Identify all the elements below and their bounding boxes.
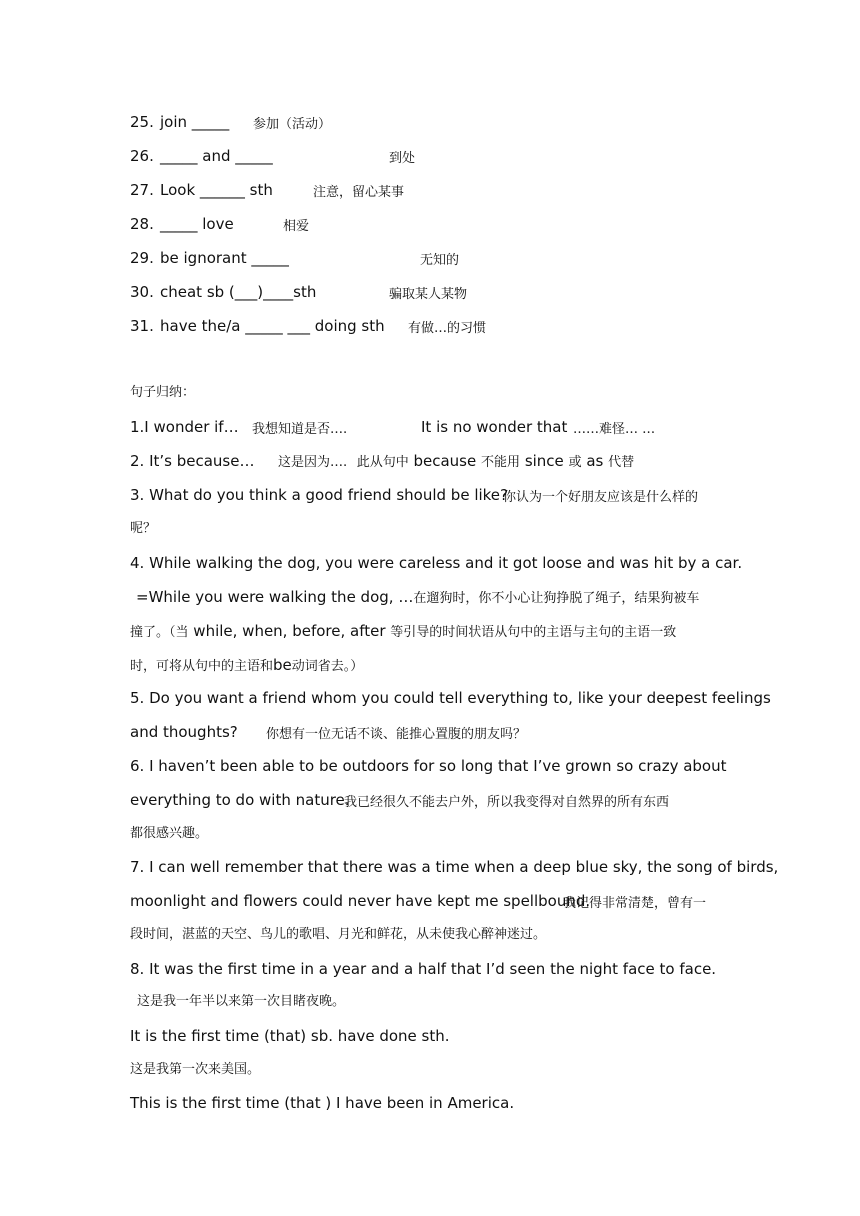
sentence-chinese: 都很感兴趣。 xyxy=(130,826,209,841)
phrase-chinese: 注意，留心某事 xyxy=(313,185,405,200)
note-text: 这是因为…. xyxy=(278,455,348,470)
sentence-5: 5. Do you want a friend whom you could tell everything to, like your deepest feelings xyxy=(130,689,771,707)
sentence-2-note xyxy=(278,451,634,473)
phrase-chinese: 无知的 xyxy=(420,253,460,268)
phrase-chinese: 有做…的习惯 xyxy=(408,321,487,336)
sentence-english: and thoughts? xyxy=(130,723,238,741)
note-text: 代替 xyxy=(608,455,635,470)
phrase-chinese: 参加（活动） xyxy=(253,117,332,132)
sentence-4-note xyxy=(130,621,676,643)
note-text: 不能用 xyxy=(481,455,521,470)
sentence-5-cont xyxy=(130,722,238,742)
phrase-item xyxy=(130,316,385,336)
note-keyword: while, when, before, after xyxy=(193,622,386,640)
sentence-4: 4. While walking the dog, you were careless and it got loose and was hit by a car. xyxy=(130,554,743,572)
sentence-7: 7. I can well remember that there was a time when a deep blue sky, the song of birds, xyxy=(130,858,779,876)
sentence-english: 2. It’s because… xyxy=(130,452,255,470)
note-keyword: be xyxy=(273,656,292,674)
sentence-english: =While you were walking the dog, … xyxy=(136,588,414,606)
sentence-english: everything to do with nature. xyxy=(130,791,350,809)
phrase-item xyxy=(130,146,273,166)
note-text: 等引导的时间状语从句中的主语与主句的主语一致 xyxy=(390,625,677,640)
phrase-item xyxy=(130,282,316,302)
phrase-english: cheat sb (___)____sth xyxy=(160,283,317,301)
phrase-chinese: 骗取某人某物 xyxy=(389,287,468,302)
note-keyword: since xyxy=(524,452,564,470)
phrase-chinese: 相爱 xyxy=(283,219,310,234)
sentence-chinese: 我已经很久不能去户外，所以我变得对自然界的所有东西 xyxy=(344,795,670,810)
sentence-8: 8. It was the first time in a year and a half that I’d seen the night face to face. xyxy=(130,960,717,978)
sentence-6: 6. I haven’t been able to be outdoors for so long that I’ve grown so crazy about xyxy=(130,757,727,775)
note-text: 时，可将从句中的主语和 xyxy=(130,659,274,674)
note-text: 动词省去。） xyxy=(291,659,364,674)
phrase-chinese: 到处 xyxy=(389,151,416,166)
sentence-chinese: 段时间，湛蓝的天空、鸟儿的歌唱、月光和鲜花，从未使我心醉神迷过。 xyxy=(130,927,547,942)
note-keyword: as xyxy=(586,452,604,470)
sentence-english: 1.I wonder if… xyxy=(130,418,239,436)
phrase-english: join _____ xyxy=(160,113,230,131)
note-text: 或 xyxy=(568,455,582,470)
phrase-english: be ignorant _____ xyxy=(160,249,289,267)
phrase-number: 30. xyxy=(130,283,154,301)
phrase-english: _____ and _____ xyxy=(160,147,273,165)
sentence-chinese: 这是我一年半以来第一次目睹夜晚。 xyxy=(137,994,346,1009)
sentence-chinese: 我记得非常清楚，曾有一 xyxy=(563,896,707,911)
sentence-pattern: It is the first time (that) sb. have done sth. xyxy=(130,1027,450,1045)
section-title: 句子归纳： xyxy=(130,385,196,400)
sentence-english: It is no wonder that xyxy=(421,418,568,436)
note-keyword: because xyxy=(413,452,477,470)
phrase-item xyxy=(130,214,234,234)
sentence-chinese: 我想知道是否…. xyxy=(252,422,348,437)
phrase-item xyxy=(130,248,289,268)
phrase-number: 27. xyxy=(130,181,154,199)
phrase-number: 29. xyxy=(130,249,154,267)
sentence-chinese: 你认为一个好朋友应该是什么样的 xyxy=(503,490,699,505)
sentence-chinese: 你想有一位无话不谈、能推心置腹的朋友吗？ xyxy=(266,727,527,742)
phrase-item xyxy=(130,112,229,132)
sentence-3 xyxy=(130,485,508,505)
example-english: This is the first time (that ) I have been in America. xyxy=(130,1094,515,1112)
phrase-english: have the/a _____ ___ doing sth xyxy=(160,317,385,335)
sentence-2 xyxy=(130,451,254,471)
sentence-1 xyxy=(130,417,239,437)
example-chinese: 这是我第一次来美国。 xyxy=(130,1062,261,1077)
sentence-4-note xyxy=(130,655,363,677)
sentence-chinese: 呢？ xyxy=(130,521,157,536)
note-text: 撞了。（当 xyxy=(130,625,189,640)
phrase-english: Look ______ sth xyxy=(160,181,273,199)
phrase-number: 28. xyxy=(130,215,154,233)
sentence-chinese: ……难怪… … xyxy=(573,422,656,437)
sentence-english: 3. What do you think a good friend should be like? xyxy=(130,486,508,504)
note-text: 此从句中 xyxy=(356,455,409,470)
sentence-7-cont xyxy=(130,891,590,911)
phrase-number: 26. xyxy=(130,147,154,165)
phrase-number: 31. xyxy=(130,317,154,335)
sentence-6-cont xyxy=(130,790,350,810)
sentence-4-rewrite xyxy=(136,587,699,609)
sentence-english: moonlight and flowers could never have kept me spellbound. xyxy=(130,892,591,910)
phrase-item xyxy=(130,180,273,200)
phrase-english: _____ love xyxy=(160,215,234,233)
phrase-number: 25. xyxy=(130,113,154,131)
sentence-chinese: 在遛狗时，你不小心让狗挣脱了绳子，结果狗被车 xyxy=(413,591,700,606)
